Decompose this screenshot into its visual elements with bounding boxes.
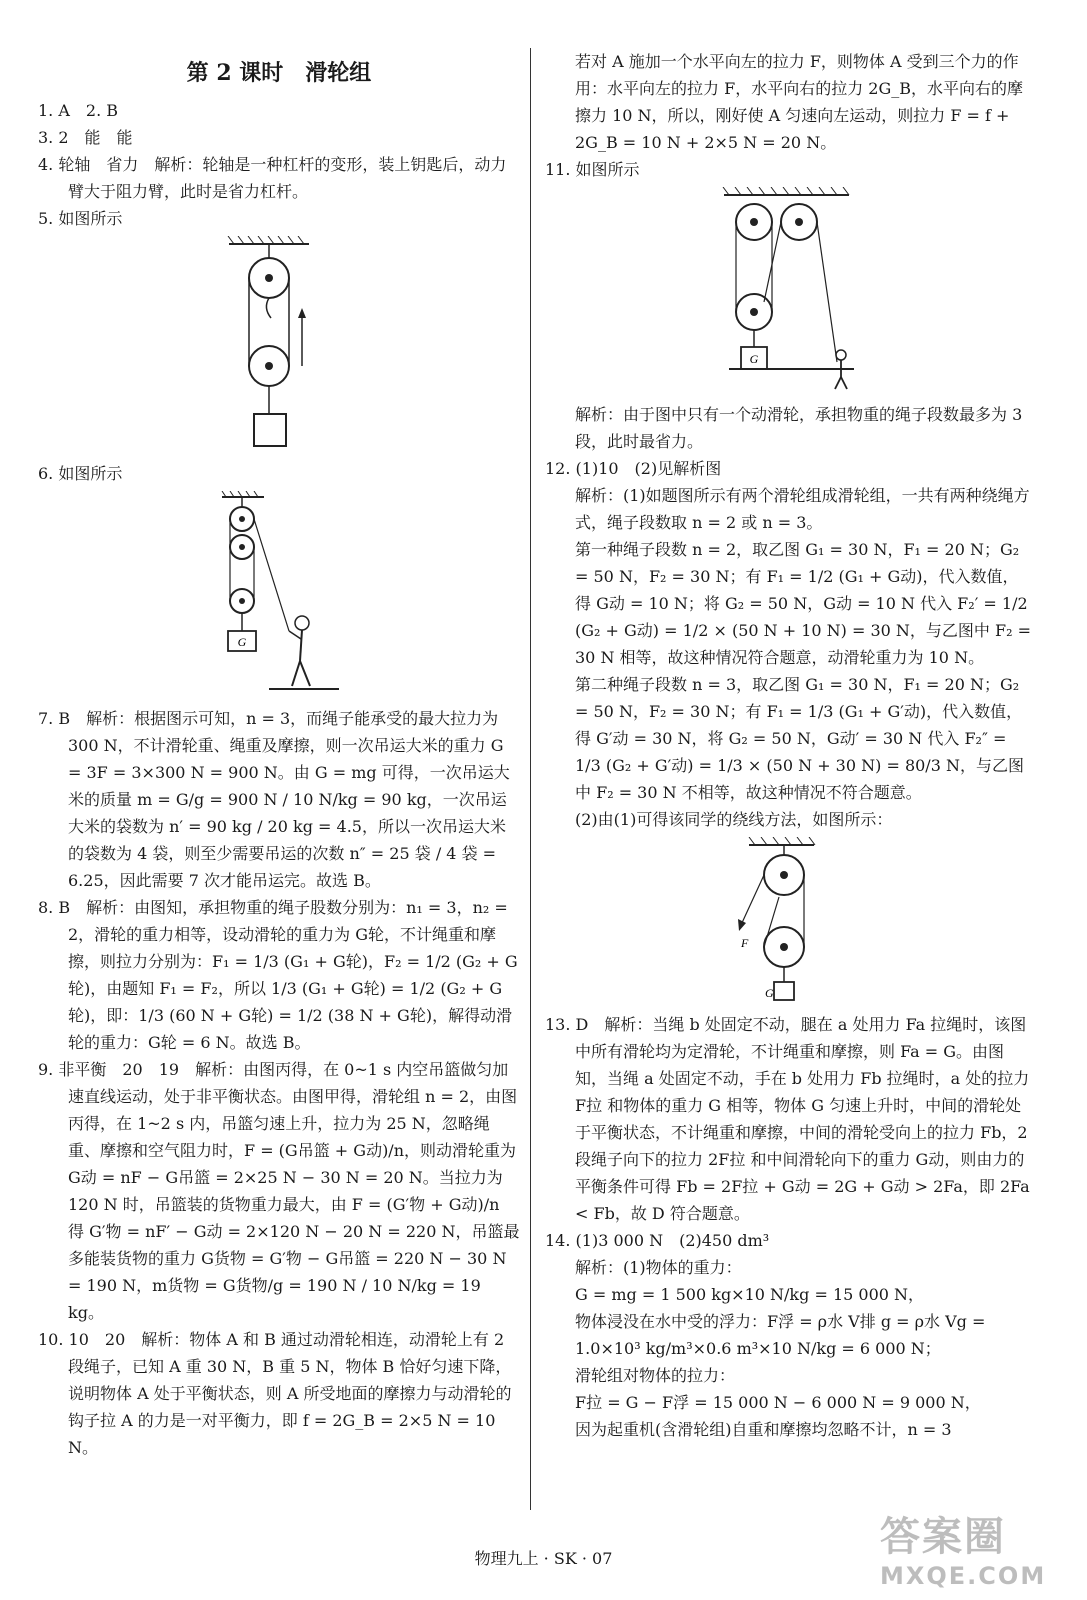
answer-12: 12. (1)10 (2)见解析图: [545, 459, 722, 478]
answer-9: 9. 非平衡 20 19 解析：由图丙得，在 0~1 s 内空吊篮做匀加速直线运动，处于非平衡状态。由图甲得，滑轮组 n = 2，由图丙得，在 1~2 s 内，吊篮匀速上升，拉力为 25 N，忽略绳重、摩擦和空气阻力时，F = (G吊篮 + G动)/n，则动滑轮重为 G动 = nF − G吊篮 = 2×25 N − 30 N = 20 N。当拉力为 120 N 时，吊篮装的货物重力最大，由 F = (G′物 + G动)/n 得 G′物 = nF′ − G动 = 2×120 N − 20 N = 220 N，吊篮最多能装货物的重力 G货物 = G′物 − G吊篮 = 220 N − 30 N = 190 N，m货物 = G货物/g = 190 N / 10 N/kg = 19 kg。: [38, 1060, 520, 1322]
column-divider: [530, 48, 531, 1510]
watermark-line2: MXQE.COM: [880, 1562, 1047, 1590]
answer-14-explanation-6: 因为起重机(含滑轮组)自重和摩擦均忽略不计，n = 3: [575, 1420, 952, 1439]
pulley-figure-5: [224, 236, 334, 456]
figure-12-weight-label: G: [765, 986, 774, 1000]
answer-14-explanation-1: 解析：(1)物体的重力：: [575, 1258, 742, 1277]
answer-14-explanation-5: F拉 = G − F浮 = 15 000 N − 6 000 N = 9 000 N，: [575, 1393, 981, 1412]
page-title: 第 2 课时 滑轮组: [186, 60, 372, 86]
answer-14-explanation-2: G = mg = 1 500 kg×10 N/kg = 15 000 N，: [575, 1285, 925, 1304]
figure-12-force-label: F: [741, 936, 749, 950]
answer-12-explanation-4: (2)由(1)可得该同学的绕线方法，如图所示：: [575, 810, 893, 829]
answer-6: 6. 如图所示: [38, 464, 123, 483]
answer-10-continued: 若对 A 施加一个水平向左的拉力 F，则物体 A 受到三个力的作用：水平向左的拉力 F，水平向右的拉力 2G_B，水平向右的摩擦力 10 N，所以，刚好使 A 匀速向左运动，则拉力 F = f + 2G_B = 10 N + 2×5 N = 20 N。: [575, 52, 1023, 152]
answer-8: 8. B 解析：由图知，承担物重的绳子股数分别为：n₁ = 3，n₂ = 2，滑轮的重力相等，设动滑轮的重力为 G轮，不计绳重和摩擦，则拉力分别为：F₁ = 1/3 (G₁ + G轮)，F₂ = 1/2 (G₂ + G轮)，由题知 F₁ = F₂，所以 1/3 (G₁ + G轮) = 1/2 (G₂ + G轮)，即：1/3 (60 N + G轮) = 1/2 (38 N + G轮)，解得动滑轮的重力：G轮 = 6 N。故选 B。: [38, 898, 518, 1052]
figure-11-weight-label: G: [749, 352, 759, 366]
answer-12-explanation-3: 第二种绳子段数 n = 3，取乙图 G₁ = 30 N，F₁ = 20 N；G₂ = 50 N，F₂ = 30 N；有 F₁ = 1/3 (G₁ + G′动)，代入数值，得 G′动 = 30 N，将 G₂ = 50 N，G动′ = 30 N 代入 F₂″ = 1/3 (G₂ + G′动) = 1/3 × (50 N + 30 N) = 80/3 N，与乙图中 F₂ = 30 N 不相等，故这种情况不符合题意。: [575, 675, 1024, 802]
pulley-figure-12: [729, 837, 849, 1007]
answer-12-explanation-2: 第一种绳子段数 n = 2，取乙图 G₁ = 30 N，F₁ = 20 N；G₂ = 50 N，F₂ = 30 N；有 F₁ = 1/2 (G₁ + G动)，代入数值，得 G动 = 10 N；将 G₂ = 50 N，G动 = 10 N 代入 F₂′ = 1/2 (G₂ + G动) = 1/2 × (50 N + 10 N) = 30 N，与乙图中 F₂ = 30 N 相等，故这种情况符合题意，动滑轮重力为 10 N。: [575, 540, 1032, 667]
answer-3: 3. 2 能 能: [38, 128, 133, 147]
pulley-figure-11: [719, 187, 859, 397]
answer-12-explanation-1: 解析：(1)如题图所示有两个滑轮组成滑轮组，一共有两种绕绳方式，绳子段数取 n = 2 或 n = 3。: [575, 486, 1030, 532]
pulley-figure-6: [214, 491, 344, 701]
figure-6-weight-label: G: [237, 635, 247, 649]
answer-7: 7. B 解析：根据图示可知，n = 3，而绳子能承受的最大拉力为 300 N，不计滑轮重、绳重及摩擦，则一次吊运大米的重力 G = 3F = 3×300 N = 900 N。由 G = mg 可得，一次吊运大米的质量 m = G/g = 900 N / 10 N/kg = 90 kg，一次吊运大米的袋数为 n′ = 90 kg / 20 kg = 4.5，所以一次吊运大米的袋数为 4 袋，则至少需要吊运的次数 n″ = 25 袋 / 4 袋 = 6.25，因此需要 7 次才能吊运完。故选 B。: [38, 709, 510, 890]
answer-5: 5. 如图所示: [38, 209, 123, 228]
answer-11-explanation: 解析：由于图中只有一个动滑轮，承担物重的绳子段数最多为 3 段，此时最省力。: [575, 405, 1023, 451]
answer-11: 11. 如图所示: [545, 160, 640, 179]
watermark: [880, 1505, 1075, 1595]
answer-4: 4. 轮轴 省力 解析：轮轴是一种杠杆的变形，装上钥匙后，动力臂大于阻力臂，此时是省力杠杆。: [38, 155, 507, 201]
left-column: [38, 48, 520, 1461]
answer-14-explanation-4: 滑轮组对物体的拉力：: [575, 1366, 736, 1385]
answer-1-2: 1. A 2. B: [38, 101, 119, 120]
answer-13: 13. D 解析：当绳 b 处固定不动，腿在 a 处用力 Fa 拉绳时，该图中所有滑轮均为定滑轮，不计绳重和摩擦，则 Fa = G。由图知，当绳 a 处固定不动，手在 b 处用力 Fb 拉绳时，a 处的拉力 F拉 和物体的重力 G 相等，物体 G 匀速上升时，中间的滑轮处于平衡状态，不计绳重和摩擦，中间的滑轮受向上的拉力 Fb，2 段绳子向下的拉力 2F拉 和中间滑轮向下的重力 G动，则由力的平衡条件可得 Fb = 2F拉 + G动 = 2G + G动 > 2Fa，即 2Fa < Fb，故 D 符合题意。: [545, 1015, 1030, 1223]
answer-10: 10. 10 20 解析：物体 A 和 B 通过动滑轮相连，动滑轮上有 2 段绳子，已知 A 重 30 N，B 重 5 N，物体 B 恰好匀速下降，说明物体 A 处于平衡状态，则 A 所受地面的摩擦力与动滑轮的钩子拉 A 的力是一对平衡力，即 f = 2G_B = 2×5 N = 10 N。: [38, 1330, 512, 1457]
right-column: [545, 48, 1033, 1443]
watermark-line1: 答案圈: [880, 1514, 1006, 1560]
page-footer: 物理九上 · SK · 07: [474, 1549, 613, 1568]
answer-14: 14. (1)3 000 N (2)450 dm³: [545, 1231, 770, 1250]
answer-14-explanation-3: 物体浸没在水中受的浮力：F浮 = ρ水 V排 g = ρ水 Vg = 1.0×10³ kg/m³×0.6 m³×10 N/kg = 6 000 N；: [575, 1312, 986, 1358]
